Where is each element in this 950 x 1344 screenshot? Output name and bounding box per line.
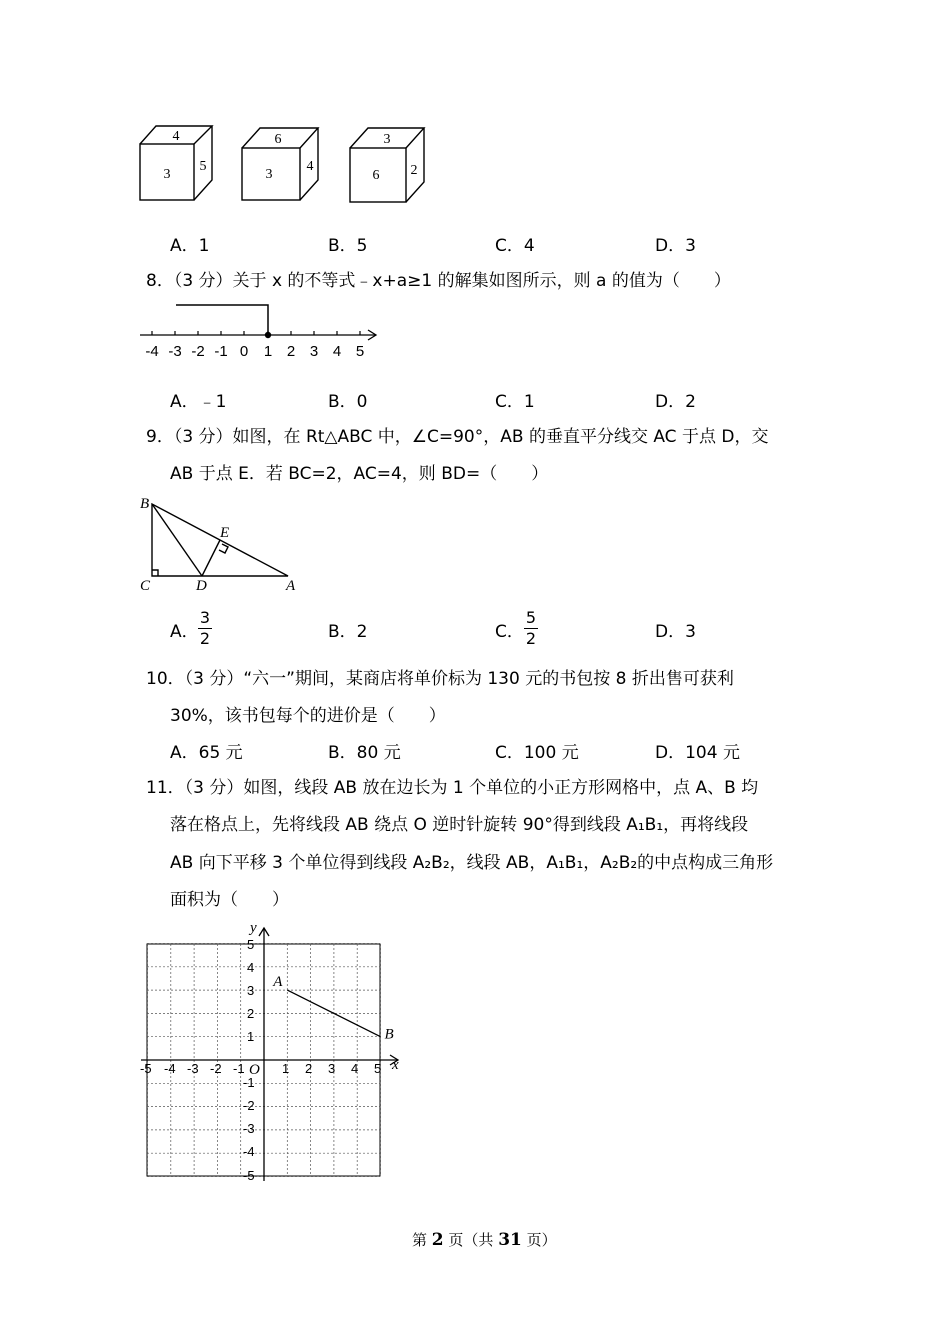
q7-option-d: D．3 — [655, 236, 696, 256]
x-tick-label: -3 — [187, 1061, 199, 1076]
q9-option-d: D．3 — [655, 622, 696, 642]
q9-option-c-fraction — [524, 609, 538, 648]
x-tick-label: 2 — [305, 1061, 313, 1076]
q11-grid-figure — [136, 916, 416, 1186]
fraction-denominator: 2 — [199, 629, 211, 648]
q10-option-c: C．100 元 — [495, 743, 579, 763]
q9-stem-line1: 9．（3 分）如图，在 Rt△ABC 中，∠C=90°，AB 的垂直平分线交 AC 于点 D，交 — [146, 427, 769, 447]
q9-option-a-fraction — [198, 609, 212, 648]
q10-option-d: D．104 元 — [655, 743, 740, 763]
q8-option-a: A．﹣1 — [170, 392, 227, 412]
cube-2-side: 4 — [306, 159, 314, 174]
q11-stem-line2: 落在格点上，先将线段 AB 绕点 O 逆时针旋转 90°得到线段 A₁B₁，再将线段 — [170, 815, 749, 835]
q9-label-c: C — [140, 578, 151, 592]
cube-2-front: 3 — [265, 167, 273, 182]
nl-tick-label: -3 — [168, 343, 182, 360]
q9-option-c-label: C． — [495, 622, 524, 642]
q10-option-b: B．80 元 — [328, 743, 401, 763]
point-b-label: B — [384, 1026, 394, 1043]
x-axis-label: x — [392, 1057, 399, 1073]
q8-option-b: B．0 — [328, 392, 368, 412]
y-tick-label: 3 — [247, 983, 255, 998]
nl-tick-label: -4 — [145, 343, 159, 360]
q7-option-a: A．1 — [170, 236, 210, 256]
y-tick-label: 4 — [247, 960, 255, 975]
q8-stem: 8．（3 分）关于 x 的不等式﹣x+a≥1 的解集如图所示，则 a 的值为（ ） — [146, 271, 731, 291]
q9-triangle-figure — [136, 492, 306, 592]
q11-stem-line3: AB 向下平移 3 个单位得到线段 A₂B₂，线段 AB，A₁B₁，A₂B₂的中点构成三角形 — [170, 853, 774, 873]
nl-tick-label: 4 — [332, 343, 342, 360]
nl-tick-label: -1 — [214, 343, 228, 360]
q9-stem-line2: AB 于点 E．若 BC=2，AC=4，则 BD=（ ） — [170, 464, 549, 484]
origin-label: O — [249, 1062, 260, 1078]
footer-total-pages: 31 — [498, 1230, 522, 1250]
q8-number-line — [138, 298, 388, 364]
x-tick-label: 4 — [351, 1061, 359, 1076]
x-tick-label: -4 — [164, 1061, 176, 1076]
q11-stem-line1: 11．（3 分）如图，线段 AB 放在边长为 1 个单位的小正方形网格中，点 A、B 均 — [146, 778, 759, 798]
footer-page-number: 2 — [431, 1230, 444, 1250]
footer-prefix: 第 — [412, 1231, 428, 1249]
q8-option-c: C．1 — [495, 392, 535, 412]
y-tick-label: -5 — [243, 1168, 255, 1183]
y-axis-label: y — [250, 920, 257, 936]
q10-stem-line1: 10．（3 分）“六一”期间，某商店将单价标为 130 元的书包按 8 折出售可获利 — [146, 669, 734, 689]
y-tick-label: -2 — [243, 1098, 255, 1113]
cube-1-front: 3 — [163, 167, 171, 182]
point-a-label: A — [273, 974, 283, 991]
q7-cubes-figure — [130, 118, 440, 208]
page-footer — [412, 1229, 557, 1250]
q7-option-b: B．5 — [328, 236, 368, 256]
q9-option-a-label: A． — [170, 622, 199, 642]
cube-1-top: 4 — [172, 129, 180, 144]
nl-tick-label: -2 — [191, 343, 205, 360]
cube-2-top: 6 — [274, 132, 282, 147]
nl-tick-label: 2 — [286, 343, 296, 360]
x-tick-label: -2 — [210, 1061, 222, 1076]
y-tick-label: 1 — [247, 1029, 255, 1044]
q8-option-d: D．2 — [655, 392, 696, 412]
fraction-numerator: 5 — [525, 608, 537, 627]
fraction-numerator: 3 — [199, 608, 211, 627]
cube-1-side: 5 — [199, 159, 207, 174]
q10-stem-line2: 30%，该书包每个的进价是（ ） — [170, 706, 446, 726]
nl-tick-label: 5 — [355, 343, 365, 360]
y-tick-label: -1 — [243, 1075, 255, 1090]
q10-option-a: A．65 元 — [170, 743, 243, 763]
nl-tick-label: 1 — [263, 343, 273, 360]
x-tick-label: -1 — [233, 1061, 245, 1076]
q9-label-d: D — [196, 578, 207, 592]
x-tick-label: 1 — [282, 1061, 290, 1076]
nl-tick-label: 3 — [309, 343, 319, 360]
fraction-denominator: 2 — [525, 629, 537, 648]
q11-stem-line4: 面积为（ ） — [170, 890, 289, 910]
y-tick-label: -3 — [243, 1121, 255, 1136]
x-tick-label: 3 — [328, 1061, 336, 1076]
nl-tick-label: 0 — [239, 343, 249, 360]
q9-label-e: E — [220, 525, 230, 541]
y-tick-label: 2 — [247, 1006, 255, 1021]
footer-mid: 页（共 — [448, 1231, 494, 1249]
cube-3-side: 2 — [410, 163, 418, 178]
q9-label-b: B — [140, 496, 150, 512]
q9-option-b: B．2 — [328, 622, 368, 642]
q7-option-c: C．4 — [495, 236, 535, 256]
footer-suffix: 页） — [526, 1231, 557, 1249]
x-tick-label: 5 — [374, 1061, 382, 1076]
y-tick-label: -4 — [243, 1144, 255, 1159]
q9-label-a: A — [286, 578, 296, 592]
x-tick-label: -5 — [140, 1061, 152, 1076]
y-tick-label: 5 — [247, 937, 255, 952]
cube-3-front: 6 — [372, 168, 380, 183]
cube-3-top: 3 — [383, 132, 391, 147]
